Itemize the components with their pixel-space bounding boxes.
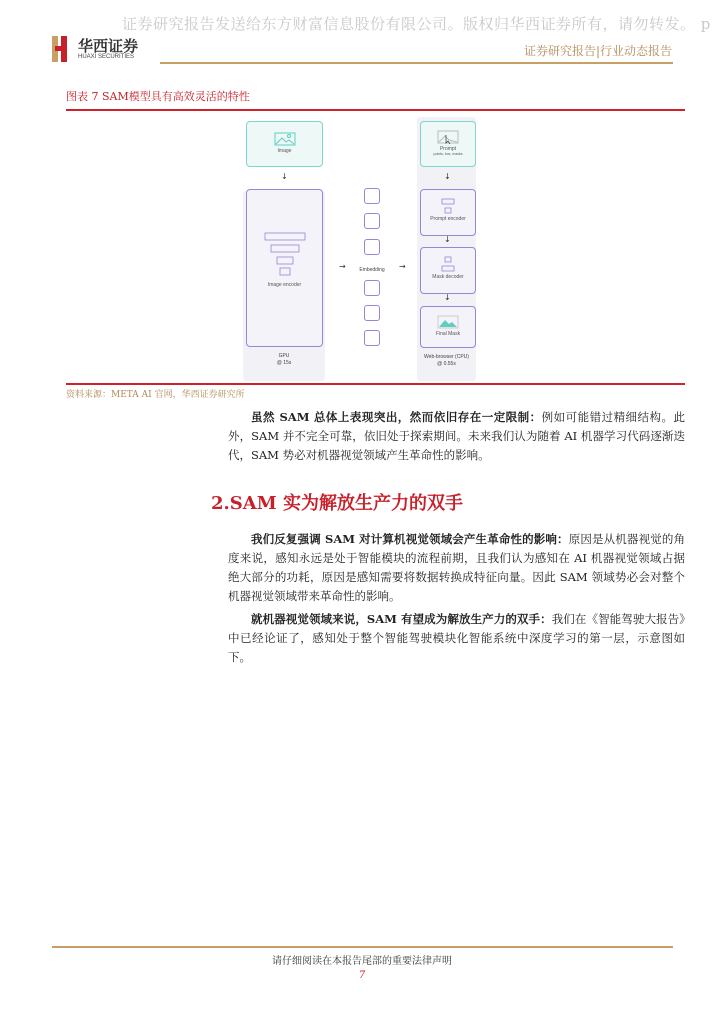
prompt-image-icon <box>437 130 459 144</box>
final-mask-icon <box>437 315 459 329</box>
image-encoder-box <box>246 189 323 347</box>
right-arrow: → <box>399 262 406 271</box>
embedding-label: Embedding <box>359 267 385 273</box>
browser-time: @ 0.55s <box>437 361 456 367</box>
image-icon <box>274 132 296 146</box>
mask-decoder-box <box>420 247 476 294</box>
figure-source: 资料来源：META AI 官网，华西证券研究所 <box>66 390 245 400</box>
embedding-cell <box>364 330 380 346</box>
down-arrow: ↓ <box>281 172 288 181</box>
down-arrow: ↓ <box>444 235 451 244</box>
section-title: 2.SAM 实为解放生产力的双手 <box>211 493 463 514</box>
final-mask-label: Final Mask <box>435 331 461 337</box>
para2-lead: 我们反复强调 SAM 对计算机视觉领域会产生革命性的影响： <box>251 532 569 546</box>
figure-title: 图表 7 SAM模型具有高效灵活的特性 <box>66 90 250 103</box>
figure-bottom-rule <box>66 383 685 385</box>
right-arrow: → <box>339 262 346 271</box>
prompt-label: Prompt <box>439 146 457 152</box>
watermark: 证券研究报告发送给东方财富信息股份有限公司。版权归华西证券所有，请勿转发。 p <box>122 15 711 33</box>
figure-top-rule <box>66 109 685 111</box>
prompt-box <box>420 121 476 167</box>
company-logo <box>52 36 138 62</box>
sam-diagram <box>243 117 476 382</box>
prompt-sub: points, box, masks <box>433 152 463 156</box>
prompt-encoder-label: Prompt encoder <box>430 216 466 222</box>
encoder-icon <box>264 232 306 276</box>
final-mask-box <box>420 306 476 348</box>
para2-body: 原因是从机器视觉的角度来说，感知永远是处于智能模块的流程前期，且我们认为感知在 AI 机器视觉领域占据绝大部分的功耗，原因是感知需要将数据转换成特征向量。因此 SAM 领域势必会对整个机器视觉领域带来革命性的影响。 <box>228 532 685 603</box>
logo-cn: 华西证券 <box>78 37 139 55</box>
paragraph-productivity <box>228 610 685 667</box>
para1-lead: 虽然 SAM 总体上表现突出，然而依旧存在一定限制： <box>251 410 542 424</box>
report-type: 证券研究报告|行业动态报告 <box>523 44 672 58</box>
mask-decoder-icon <box>441 256 455 272</box>
embedding-cell <box>364 280 380 296</box>
page-number: 7 <box>358 970 366 981</box>
mask-decoder-label: Mask decoder <box>432 274 464 280</box>
image-box <box>246 121 323 167</box>
legal-notice: 请仔细阅读在本报告尾部的重要法律声明 <box>272 956 452 967</box>
embedding-cell <box>364 305 380 321</box>
image-label: Image <box>277 148 292 154</box>
down-arrow: ↓ <box>444 293 451 302</box>
embedding-cell <box>364 213 380 229</box>
para3-body: 我们在《智能驾驶大报告》中已经论证了，感知处于整个智能驾驶模块化智能系统中深度学习的第一层，示意图如下。 <box>228 612 685 664</box>
para1-body: 例如可能错过精细结构。此外，SAM 并不完全可靠，依旧处于探索期间。未来我们认为随着 AI 机器学习代码逐渐迭代，SAM 势必对机器视觉领域产生革命性的影响。 <box>228 410 686 462</box>
browser-label: Web-browser (CPU) <box>424 354 469 360</box>
image-encoder-label: Image encoder <box>267 282 302 288</box>
paragraph-impact <box>228 530 685 606</box>
paragraph-limitations <box>228 408 685 465</box>
prompt-encoder-box <box>420 189 476 236</box>
gpu-time: @ 15s <box>276 360 292 366</box>
embedding-cell <box>364 188 380 204</box>
prompt-encoder-icon <box>441 198 455 214</box>
gpu-label: GPU <box>278 353 290 359</box>
logo-en: HUAXI SECURITIES <box>78 54 135 60</box>
footer-divider <box>52 946 673 948</box>
header-divider <box>160 62 673 64</box>
para3-lead: 就机器视觉领域来说，SAM 有望成为解放生产力的双手： <box>251 612 552 626</box>
embedding-cell <box>364 239 380 255</box>
logo-icon <box>52 36 72 62</box>
down-arrow: ↓ <box>444 172 451 181</box>
